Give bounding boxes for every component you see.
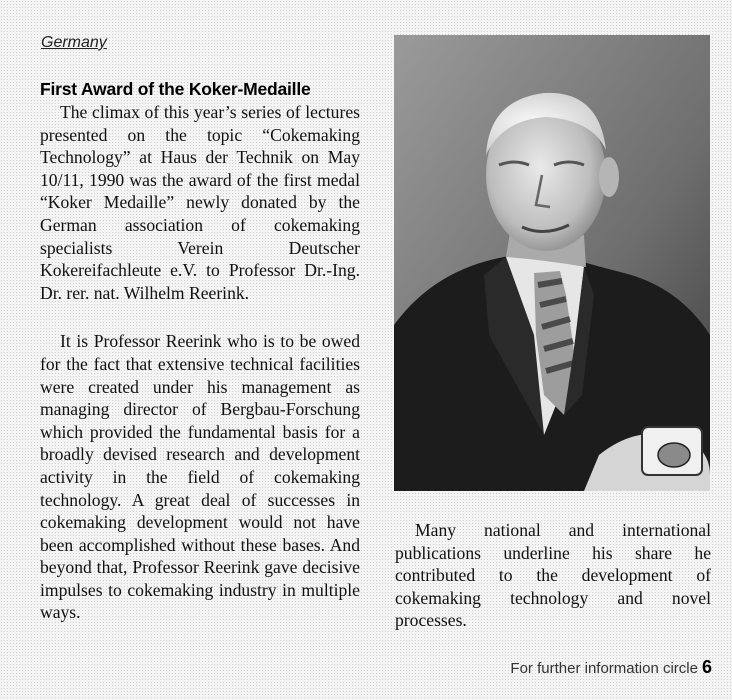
article-paragraph: The climax of this year’s series of lectures presented on the topic “Cokemaking Technology” at Haus der Technik on May 10/11, 1990 was the award of the first medal “Koker Medaille” newly donated by the German association of cokemaking specialists Verein Deutscher Kokereifachleute e.V. to Professor Dr.-Ing. Dr. rer. nat. Wilhelm Reerink. bbox=[40, 102, 360, 303]
article-headline: First Award of the Koker-Medaille bbox=[40, 79, 311, 99]
footer-note bbox=[510, 657, 712, 678]
section-label: Germany bbox=[41, 34, 107, 51]
left-column bbox=[40, 101, 360, 624]
article-paragraph: It is Professor Reerink who is to be owed for the fact that extensive technical facilities were created under his management as managing director of Bergbau-Forschung which provided the fundamental basis for a broadly devised research and development activity in the field of cokemaking technology. A great deal of successes in cokemaking development would not have been accomplished without these bases. And beyond that, Professor Reerink gave decisive impulses to cokemaking industry in multiple ways. bbox=[40, 331, 360, 623]
right-column bbox=[395, 519, 711, 632]
footer-text: For further information circle bbox=[510, 660, 698, 677]
article-paragraph: Many national and international publications underline his share he contributed to the development of cokemaking technology and novel processes. bbox=[395, 520, 711, 631]
circle-number: 6 bbox=[701, 657, 712, 677]
portrait-illustration bbox=[394, 35, 710, 491]
portrait-photo bbox=[394, 35, 710, 491]
